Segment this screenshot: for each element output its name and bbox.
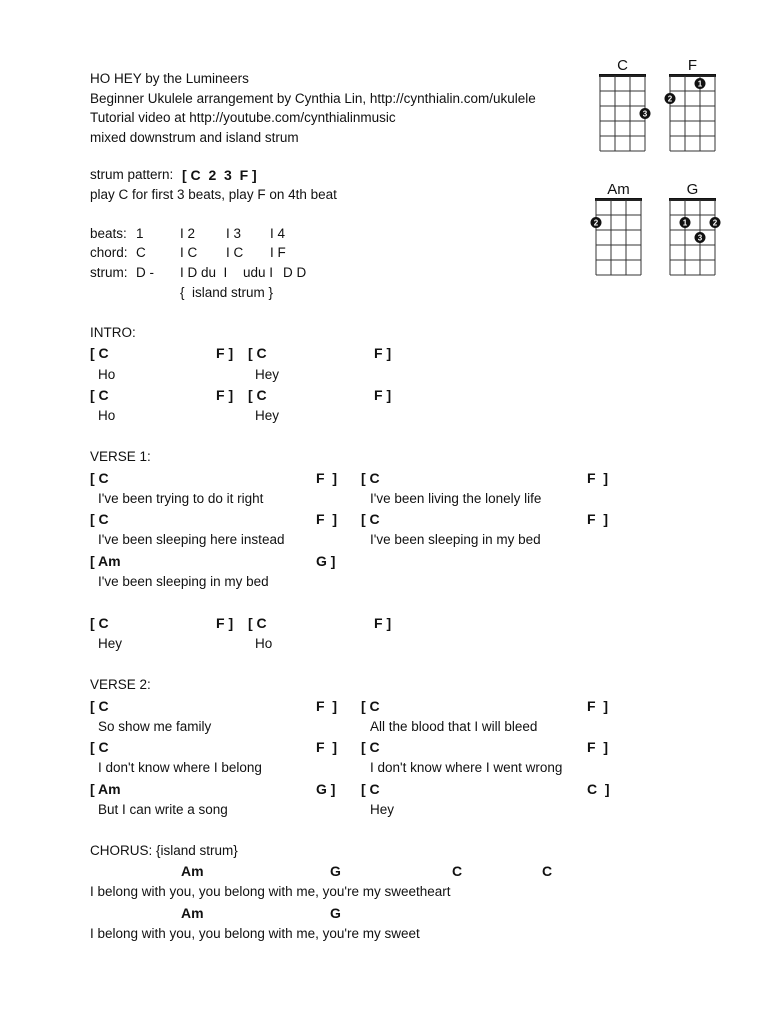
chord-label: [ C — [361, 470, 380, 486]
chord-label: [ C — [361, 698, 380, 714]
chord-label: [ C — [90, 345, 109, 361]
lyric-line: I've been living the lonely life — [370, 491, 542, 506]
chord-beat-2: I C — [180, 245, 198, 260]
chord-label: F ] — [316, 739, 337, 755]
chord-label: [ C — [90, 387, 109, 403]
chord-label: [ Am — [90, 553, 121, 569]
finger-position-dot — [695, 78, 706, 89]
chord-label: [ Am — [90, 781, 121, 797]
lyric-line: Hey — [98, 636, 123, 651]
beat-1: 1 — [136, 226, 144, 241]
strum-pattern-label: strum pattern: — [90, 167, 174, 182]
finger-position-dot — [695, 232, 706, 243]
chord-label: G — [330, 863, 341, 879]
svg-text:2: 2 — [712, 218, 718, 228]
chord-label: [ C — [248, 615, 267, 631]
finger-position-dot — [665, 93, 676, 104]
finger-position-dot — [640, 108, 651, 119]
lyric-line: But I can write a song — [98, 802, 228, 817]
chord-label: F ] — [316, 470, 337, 486]
lyric-line: Hey — [255, 408, 280, 423]
arrangement-credit: Beginner Ukulele arrangement by Cynthia Lin, http://cynthialin.com/ukulele — [90, 91, 536, 106]
svg-text:3: 3 — [642, 109, 648, 119]
strum-beat-1: D - — [136, 265, 154, 280]
chord-beat-1: C — [136, 245, 146, 260]
chord-diagram-name: Am — [607, 181, 630, 198]
chord-label: Am — [181, 863, 204, 879]
song-title: HO HEY by the Lumineers — [90, 71, 249, 86]
strum-beat-4: D D — [283, 265, 307, 280]
chord-label: F ] — [216, 345, 234, 361]
beat-3: I 3 — [226, 226, 242, 241]
beat-4: I 4 — [270, 226, 286, 241]
chord-label: F ] — [316, 511, 337, 527]
chord-label: C ] — [587, 781, 610, 797]
chord-diagram-name: G — [686, 181, 699, 198]
lyric-line: I've been sleeping here instead — [98, 532, 285, 547]
chord-diagram-g — [664, 178, 728, 284]
lyric-line: Hey — [255, 367, 280, 382]
intro-heading: INTRO: — [90, 325, 136, 340]
chord-label: F ] — [587, 511, 608, 527]
chord-label: [ C — [90, 511, 109, 527]
chord-label: Am — [181, 905, 204, 921]
beats-label: beats: — [90, 226, 127, 241]
chord-diagram-c — [594, 54, 658, 160]
chord-label: [ C — [90, 615, 109, 631]
svg-text:1: 1 — [697, 79, 703, 89]
chord-label: F ] — [216, 387, 234, 403]
chord-beat-4: I F — [270, 245, 286, 260]
chord-label: [ C — [90, 739, 109, 755]
chord-label: G ] — [316, 781, 336, 797]
chord-label: F ] — [316, 698, 337, 714]
tutorial-link: Tutorial video at http://youtube.com/cynthialinmusic — [90, 110, 396, 125]
lyric-line: All the blood that I will bleed — [370, 719, 538, 734]
chord-label: [ C — [361, 739, 380, 755]
chord-label: [ C — [90, 470, 109, 486]
chord-label: F ] — [374, 387, 392, 403]
svg-text:2: 2 — [667, 94, 673, 104]
chord-label: F ] — [374, 615, 392, 631]
chord-label: G — [330, 905, 341, 921]
verse1-heading: VERSE 1: — [90, 449, 151, 464]
strum-beat-2: I D du I — [180, 265, 228, 280]
lyric-line: I belong with you, you belong with me, you're my sweetheart — [90, 884, 451, 899]
lyric-line: I don't know where I went wrong — [370, 760, 563, 775]
chord-label: [ C — [90, 698, 109, 714]
svg-text:2: 2 — [593, 218, 599, 228]
chord-label: C — [452, 863, 463, 879]
finger-position-dot — [591, 217, 602, 228]
chord-label: [ C — [361, 511, 380, 527]
chorus-heading: CHORUS: {island strum} — [90, 843, 238, 858]
lyric-line: So show me family — [98, 719, 212, 734]
svg-text:3: 3 — [697, 233, 703, 243]
chord-diagram-name: F — [687, 57, 698, 74]
chord-label: chord: — [90, 245, 128, 260]
chord-diagram-name: C — [617, 57, 628, 74]
chord-label: [ C — [248, 345, 267, 361]
chord-label: [ C — [361, 781, 380, 797]
finger-position-dot — [680, 217, 691, 228]
chord-label: F ] — [587, 470, 608, 486]
lyric-line: Ho — [98, 408, 116, 423]
chord-label: F ] — [374, 345, 392, 361]
lyric-line: I don't know where I belong — [98, 760, 262, 775]
lyric-line: I've been sleeping in my bed — [370, 532, 541, 547]
chord-beat-3: I C — [226, 245, 244, 260]
lyric-line: I've been sleeping in my bed — [98, 574, 269, 589]
strum-instruction: play C for first 3 beats, play F on 4th beat — [90, 187, 337, 202]
chord-label: [ C — [248, 387, 267, 403]
lyric-line: Hey — [370, 802, 395, 817]
chord-label: G ] — [316, 553, 336, 569]
strum-label: strum: — [90, 265, 128, 280]
chord-label: C — [542, 863, 553, 879]
chord-label: F ] — [216, 615, 234, 631]
island-strum-note: { island strum } — [180, 285, 274, 300]
chord-label: F ] — [587, 698, 608, 714]
lyric-line: Ho — [255, 636, 273, 651]
chord-label: F ] — [587, 739, 608, 755]
strum-note: mixed downstrum and island strum — [90, 130, 299, 145]
lyric-line: I belong with you, you belong with me, you're my sweet — [90, 926, 420, 941]
chord-diagram-f — [664, 54, 728, 160]
chord-diagram-am — [590, 178, 654, 284]
strum-pattern-value: [ C 2 3 F ] — [182, 167, 257, 183]
finger-position-dot — [710, 217, 721, 228]
strum-beat-3: udu I — [243, 265, 274, 280]
svg-text:1: 1 — [682, 218, 688, 228]
beat-2: I 2 — [180, 226, 196, 241]
verse2-heading: VERSE 2: — [90, 677, 151, 692]
lyric-line: Ho — [98, 367, 116, 382]
lyric-line: I've been trying to do it right — [98, 491, 264, 506]
